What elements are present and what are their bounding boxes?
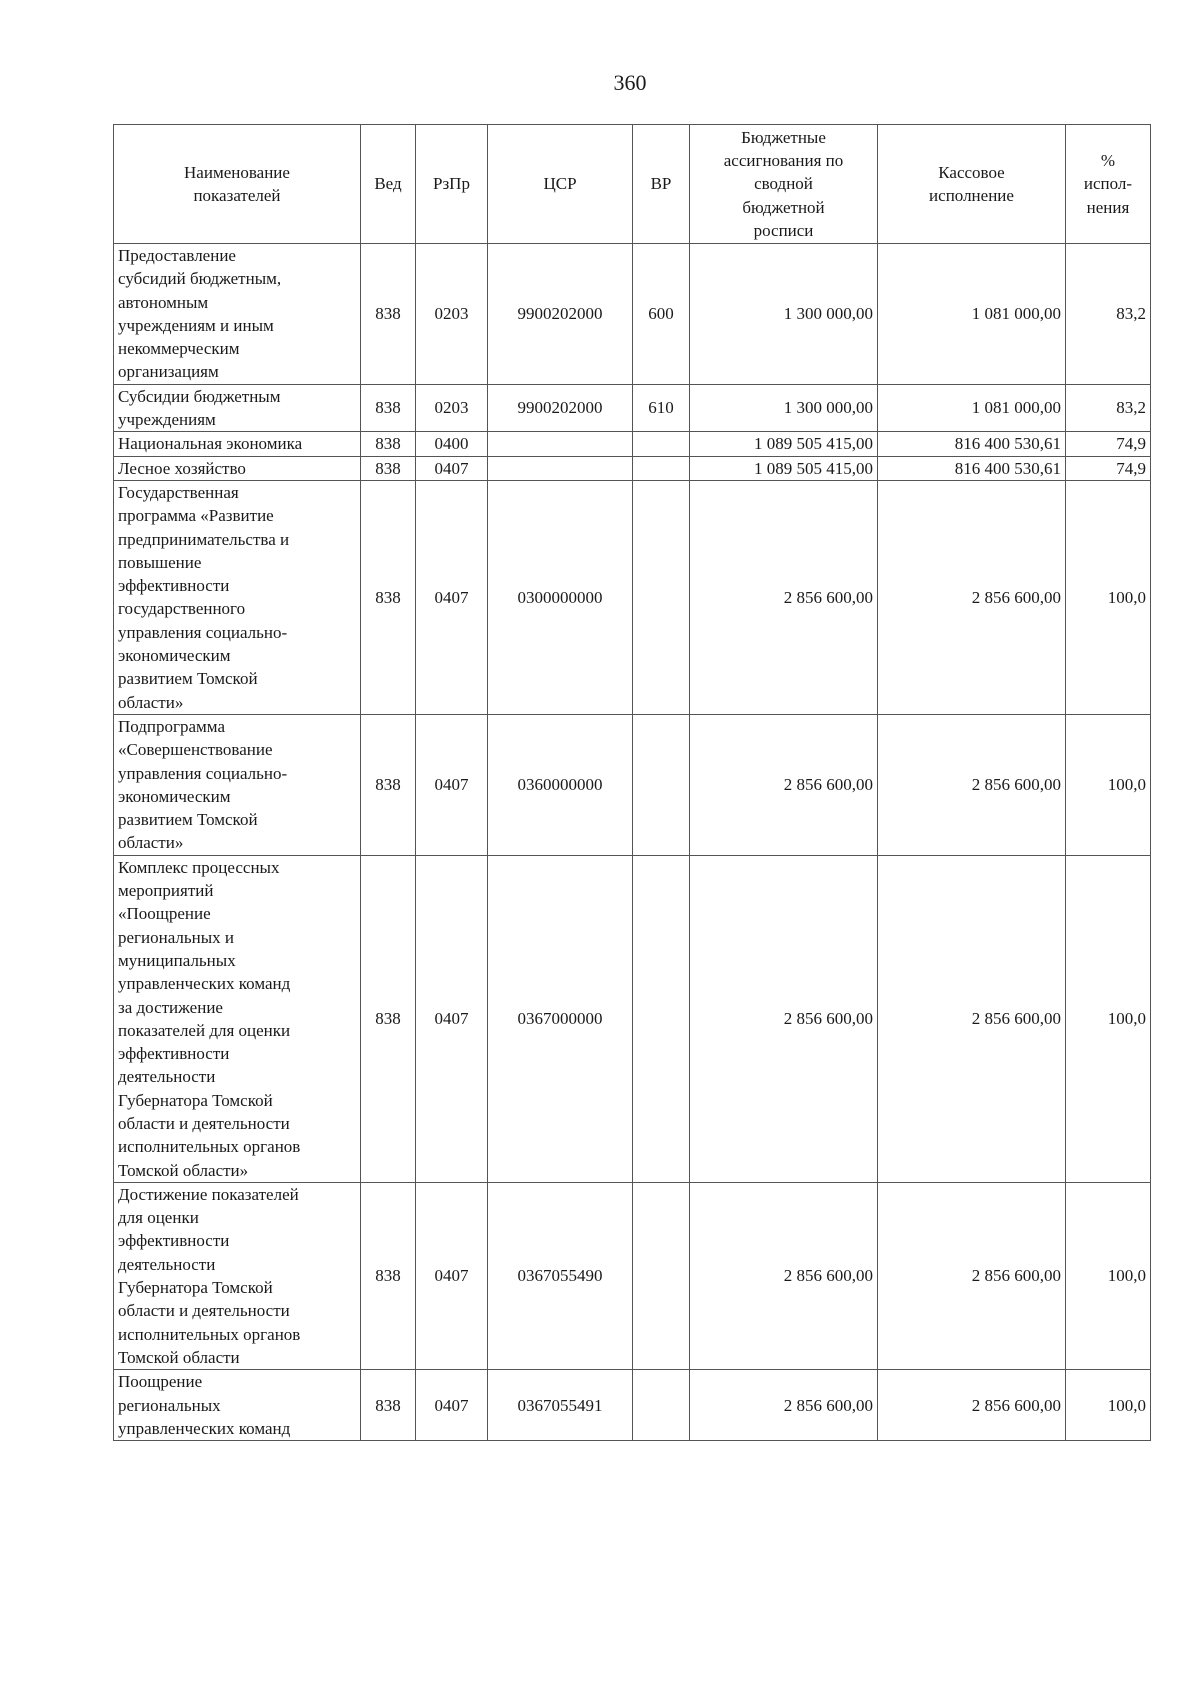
cell-budget: 1 089 505 415,00 (690, 432, 878, 456)
cell-csr: 0367055491 (488, 1370, 633, 1441)
table-row (114, 1182, 1151, 1369)
cell-percent: 100,0 (1066, 714, 1151, 855)
cell-percent: 83,2 (1066, 244, 1151, 385)
page-number: 360 (613, 70, 647, 95)
cell-name: Предоставление субсидий бюджетным, автономным учреждениям и иным некоммерческим организациям (114, 244, 361, 385)
cell-percent: 100,0 (1066, 855, 1151, 1182)
table-row (114, 714, 1151, 855)
cell-vr: 610 (633, 384, 690, 432)
cell-ved: 838 (361, 855, 416, 1182)
table-row (114, 384, 1151, 432)
cell-csr: 0360000000 (488, 714, 633, 855)
cell-rzpr: 0407 (416, 855, 488, 1182)
cell-ved: 838 (361, 1182, 416, 1369)
header-csr: ЦСР (488, 125, 633, 244)
cell-name: Поощрение региональных управленческих команд (114, 1370, 361, 1441)
cell-vr (633, 456, 690, 480)
cell-ved: 838 (361, 244, 416, 385)
cell-ved: 838 (361, 432, 416, 456)
header-ved: Вед (361, 125, 416, 244)
header-execution-percent: % испол- нения (1066, 125, 1151, 244)
cell-cash: 816 400 530,61 (878, 456, 1066, 480)
cell-budget: 1 089 505 415,00 (690, 456, 878, 480)
cell-vr (633, 480, 690, 714)
header-budget-allocations: Бюджетные ассигнования по сводной бюджетной росписи (690, 125, 878, 244)
cell-cash: 2 856 600,00 (878, 480, 1066, 714)
cell-csr: 0367000000 (488, 855, 633, 1182)
cell-name: Лесное хозяйство (114, 456, 361, 480)
cell-csr: 9900202000 (488, 384, 633, 432)
cell-name: Комплекс процессных мероприятий «Поощрение региональных и муниципальных управленческих команд за достижение показателей для оценки эффективности деятельности Губернатора Томской области и деятельности исполнительных органов Томской области» (114, 855, 361, 1182)
table-row (114, 480, 1151, 714)
cell-rzpr: 0407 (416, 456, 488, 480)
cell-percent: 100,0 (1066, 480, 1151, 714)
header-cash-execution: Кассовое исполнение (878, 125, 1066, 244)
cell-ved: 838 (361, 1370, 416, 1441)
cell-ved: 838 (361, 456, 416, 480)
cell-cash: 2 856 600,00 (878, 855, 1066, 1182)
cell-percent: 74,9 (1066, 432, 1151, 456)
cell-rzpr: 0407 (416, 1182, 488, 1369)
budget-execution-table (113, 124, 1151, 1441)
cell-budget: 1 300 000,00 (690, 244, 878, 385)
cell-rzpr: 0400 (416, 432, 488, 456)
cell-ved: 838 (361, 714, 416, 855)
table-row (114, 1370, 1151, 1441)
table-row (114, 244, 1151, 385)
cell-cash: 1 081 000,00 (878, 244, 1066, 385)
cell-cash: 2 856 600,00 (878, 714, 1066, 855)
cell-rzpr: 0407 (416, 480, 488, 714)
cell-ved: 838 (361, 384, 416, 432)
cell-vr (633, 1182, 690, 1369)
cell-csr: 0367055490 (488, 1182, 633, 1369)
cell-cash: 816 400 530,61 (878, 432, 1066, 456)
header-rzpr: РзПр (416, 125, 488, 244)
cell-budget: 2 856 600,00 (690, 855, 878, 1182)
header-vr: ВР (633, 125, 690, 244)
cell-rzpr: 0203 (416, 384, 488, 432)
cell-cash: 2 856 600,00 (878, 1182, 1066, 1369)
header-name: Наименование показателей (114, 125, 361, 244)
cell-cash: 1 081 000,00 (878, 384, 1066, 432)
cell-vr (633, 855, 690, 1182)
cell-name: Субсидии бюджетным учреждениям (114, 384, 361, 432)
cell-ved: 838 (361, 480, 416, 714)
cell-percent: 100,0 (1066, 1370, 1151, 1441)
cell-vr (633, 714, 690, 855)
table-row (114, 855, 1151, 1182)
cell-csr (488, 456, 633, 480)
cell-csr (488, 432, 633, 456)
cell-percent: 74,9 (1066, 456, 1151, 480)
cell-budget: 2 856 600,00 (690, 1370, 878, 1441)
cell-name: Национальная экономика (114, 432, 361, 456)
cell-percent: 83,2 (1066, 384, 1151, 432)
cell-name: Подпрограмма «Совершенствование управления социально- экономическим развитием Томской области» (114, 714, 361, 855)
cell-budget: 2 856 600,00 (690, 480, 878, 714)
table-row (114, 432, 1151, 456)
table-row (114, 456, 1151, 480)
cell-cash: 2 856 600,00 (878, 1370, 1066, 1441)
cell-vr (633, 432, 690, 456)
cell-rzpr: 0203 (416, 244, 488, 385)
cell-vr: 600 (633, 244, 690, 385)
cell-vr (633, 1370, 690, 1441)
cell-rzpr: 0407 (416, 714, 488, 855)
cell-csr: 9900202000 (488, 244, 633, 385)
cell-name: Достижение показателей для оценки эффективности деятельности Губернатора Томской области и деятельности исполнительных органов Томской области (114, 1182, 361, 1369)
cell-csr: 0300000000 (488, 480, 633, 714)
cell-budget: 2 856 600,00 (690, 714, 878, 855)
cell-name: Государственная программа «Развитие предпринимательства и повышение эффективности государственного управления социально- экономическим развитием Томской области» (114, 480, 361, 714)
table-header-row (114, 125, 1151, 244)
cell-percent: 100,0 (1066, 1182, 1151, 1369)
cell-budget: 1 300 000,00 (690, 384, 878, 432)
cell-rzpr: 0407 (416, 1370, 488, 1441)
cell-budget: 2 856 600,00 (690, 1182, 878, 1369)
